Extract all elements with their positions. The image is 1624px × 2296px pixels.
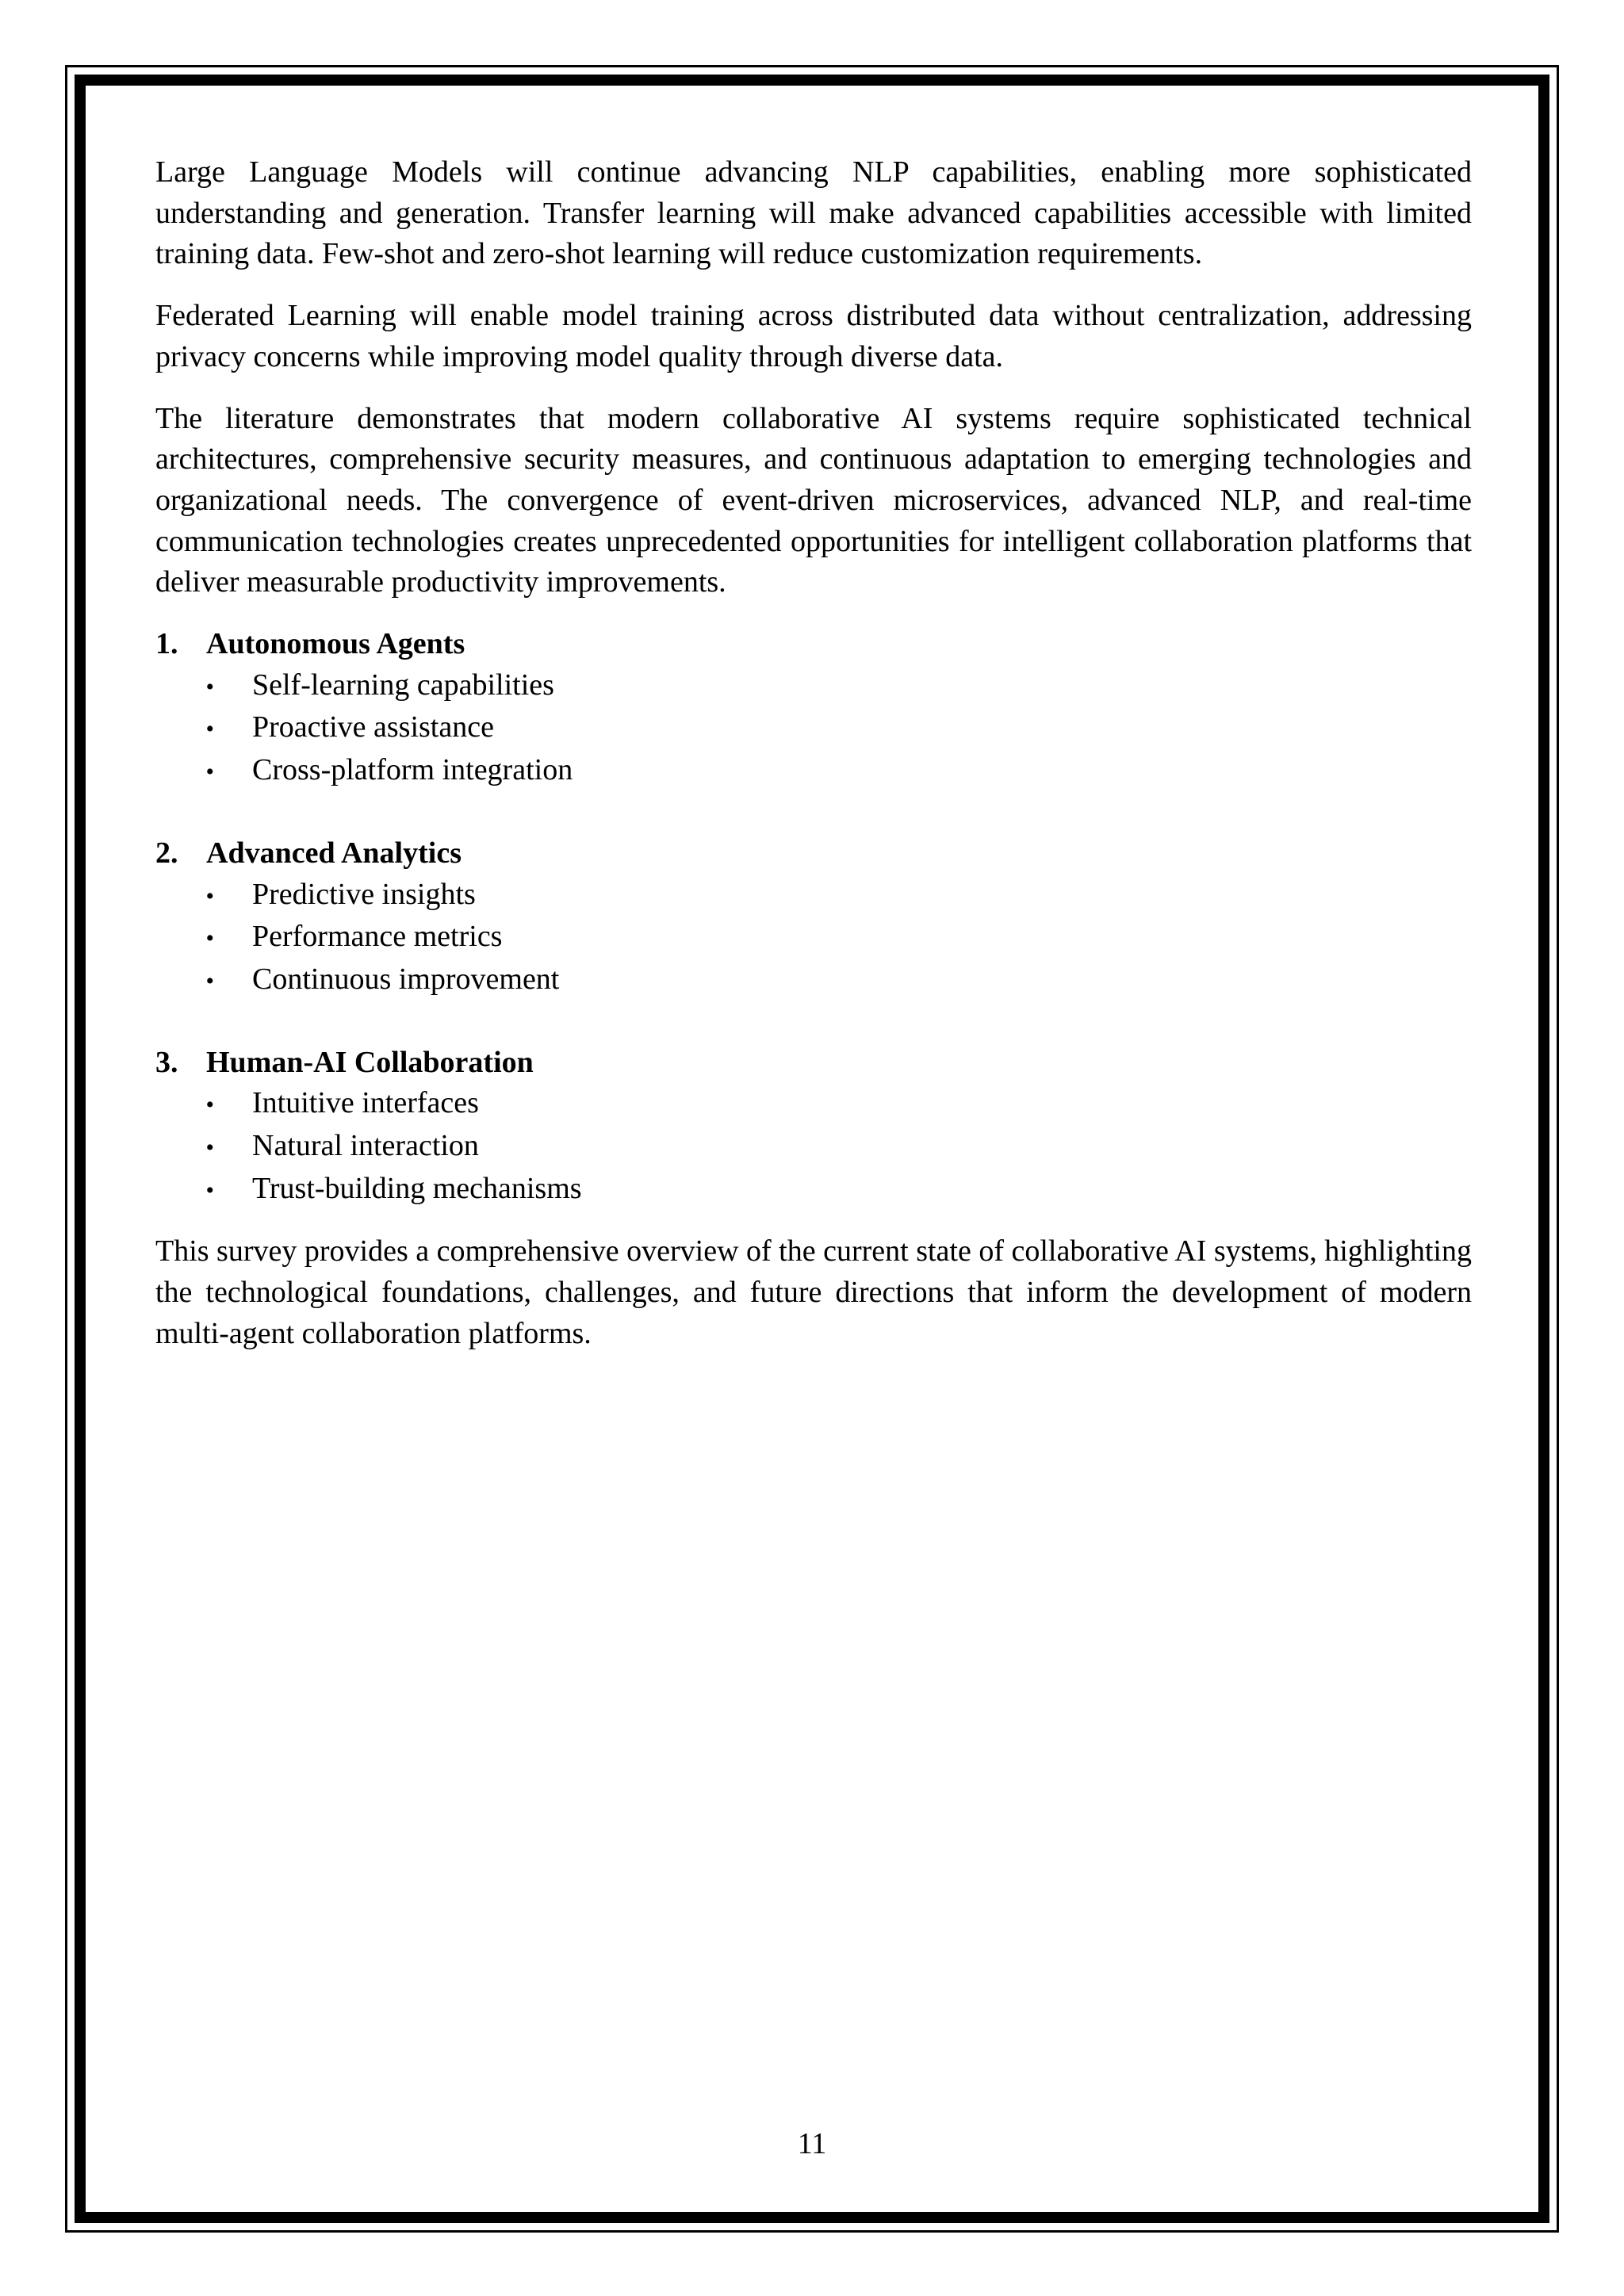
- bullet-icon: •: [205, 673, 214, 700]
- bullet-icon: •: [205, 1177, 214, 1203]
- section-autonomous-agents: [155, 624, 1472, 793]
- list-item-text: Continuous improvement: [252, 962, 560, 996]
- section-number: 3.: [155, 1045, 178, 1079]
- list-item-text: Self-learning capabilities: [252, 668, 554, 702]
- bullet-icon: •: [205, 759, 214, 786]
- list-item-text: Cross-platform integration: [252, 753, 573, 787]
- paragraph-llm: Large Language Models will continue advancing NLP capabilities, enabling more sophisticated understanding and generation. Transfer learning will make advanced capabilities accessible with limited training data. Few-shot and zero-shot learning will reduce customization requirements.: [155, 155, 1472, 271]
- bullet-list: [155, 665, 1472, 793]
- list-item-text: Intuitive interfaces: [252, 1086, 479, 1120]
- page-number: 11: [797, 2127, 827, 2160]
- list-item: [155, 665, 1472, 708]
- list-item: [155, 1169, 1472, 1211]
- section-number: 2.: [155, 836, 178, 870]
- section-title: Human-AI Collaboration: [206, 1045, 534, 1079]
- page-content: [155, 152, 1472, 1376]
- section-title: Advanced Analytics: [206, 836, 462, 870]
- list-item-text: Natural interaction: [252, 1129, 479, 1163]
- paragraph-literature: The literature demonstrates that modern collaborative AI systems require sophisticated technical architectures, comprehensive security measures, and continuous adaptation to emerging technologies and organizational needs. The convergence of event-driven microservices, advanced NLP, and real-time communication technologies creates unprecedented opportunities for intelligent collaboration platforms that deliver measurable productivity improvements.: [155, 401, 1472, 599]
- bullet-list: [155, 874, 1472, 1002]
- list-item: [155, 916, 1472, 959]
- list-item: [155, 750, 1472, 793]
- paragraph-federated-learning: Federated Learning will enable model training across distributed data without centralization, addressing privacy concerns while improving model quality through diverse data.: [155, 299, 1472, 373]
- list-item: [155, 874, 1472, 917]
- bullet-list: [155, 1083, 1472, 1211]
- section-heading: [155, 1043, 1472, 1084]
- section-human-ai-collaboration: [155, 1043, 1472, 1211]
- paragraph-closing: This survey provides a comprehensive overview of the current state of collaborative AI systems, highlighting the technological foundations, challenges, and future directions that inform the development of modern multi-agent collaboration platforms.: [155, 1234, 1472, 1350]
- list-item: [155, 1126, 1472, 1169]
- section-number: 1.: [155, 627, 178, 661]
- list-item: [155, 707, 1472, 750]
- section-heading: [155, 833, 1472, 874]
- section-advanced-analytics: [155, 833, 1472, 1002]
- list-item-text: Performance metrics: [252, 920, 503, 954]
- bullet-icon: •: [205, 925, 214, 952]
- list-item: [155, 1083, 1472, 1126]
- list-item-text: Trust-building mechanisms: [252, 1171, 582, 1205]
- bullet-icon: •: [205, 882, 214, 909]
- bullet-icon: •: [205, 1092, 214, 1119]
- list-item-text: Proactive assistance: [252, 710, 494, 744]
- list-item: [155, 959, 1472, 1002]
- list-item-text: Predictive insights: [252, 877, 476, 911]
- bullet-icon: •: [205, 1135, 214, 1161]
- section-title: Autonomous Agents: [206, 627, 465, 661]
- section-heading: [155, 624, 1472, 665]
- bullet-icon: •: [205, 716, 214, 743]
- bullet-icon: •: [205, 967, 214, 994]
- future-directions-list: [155, 624, 1472, 1211]
